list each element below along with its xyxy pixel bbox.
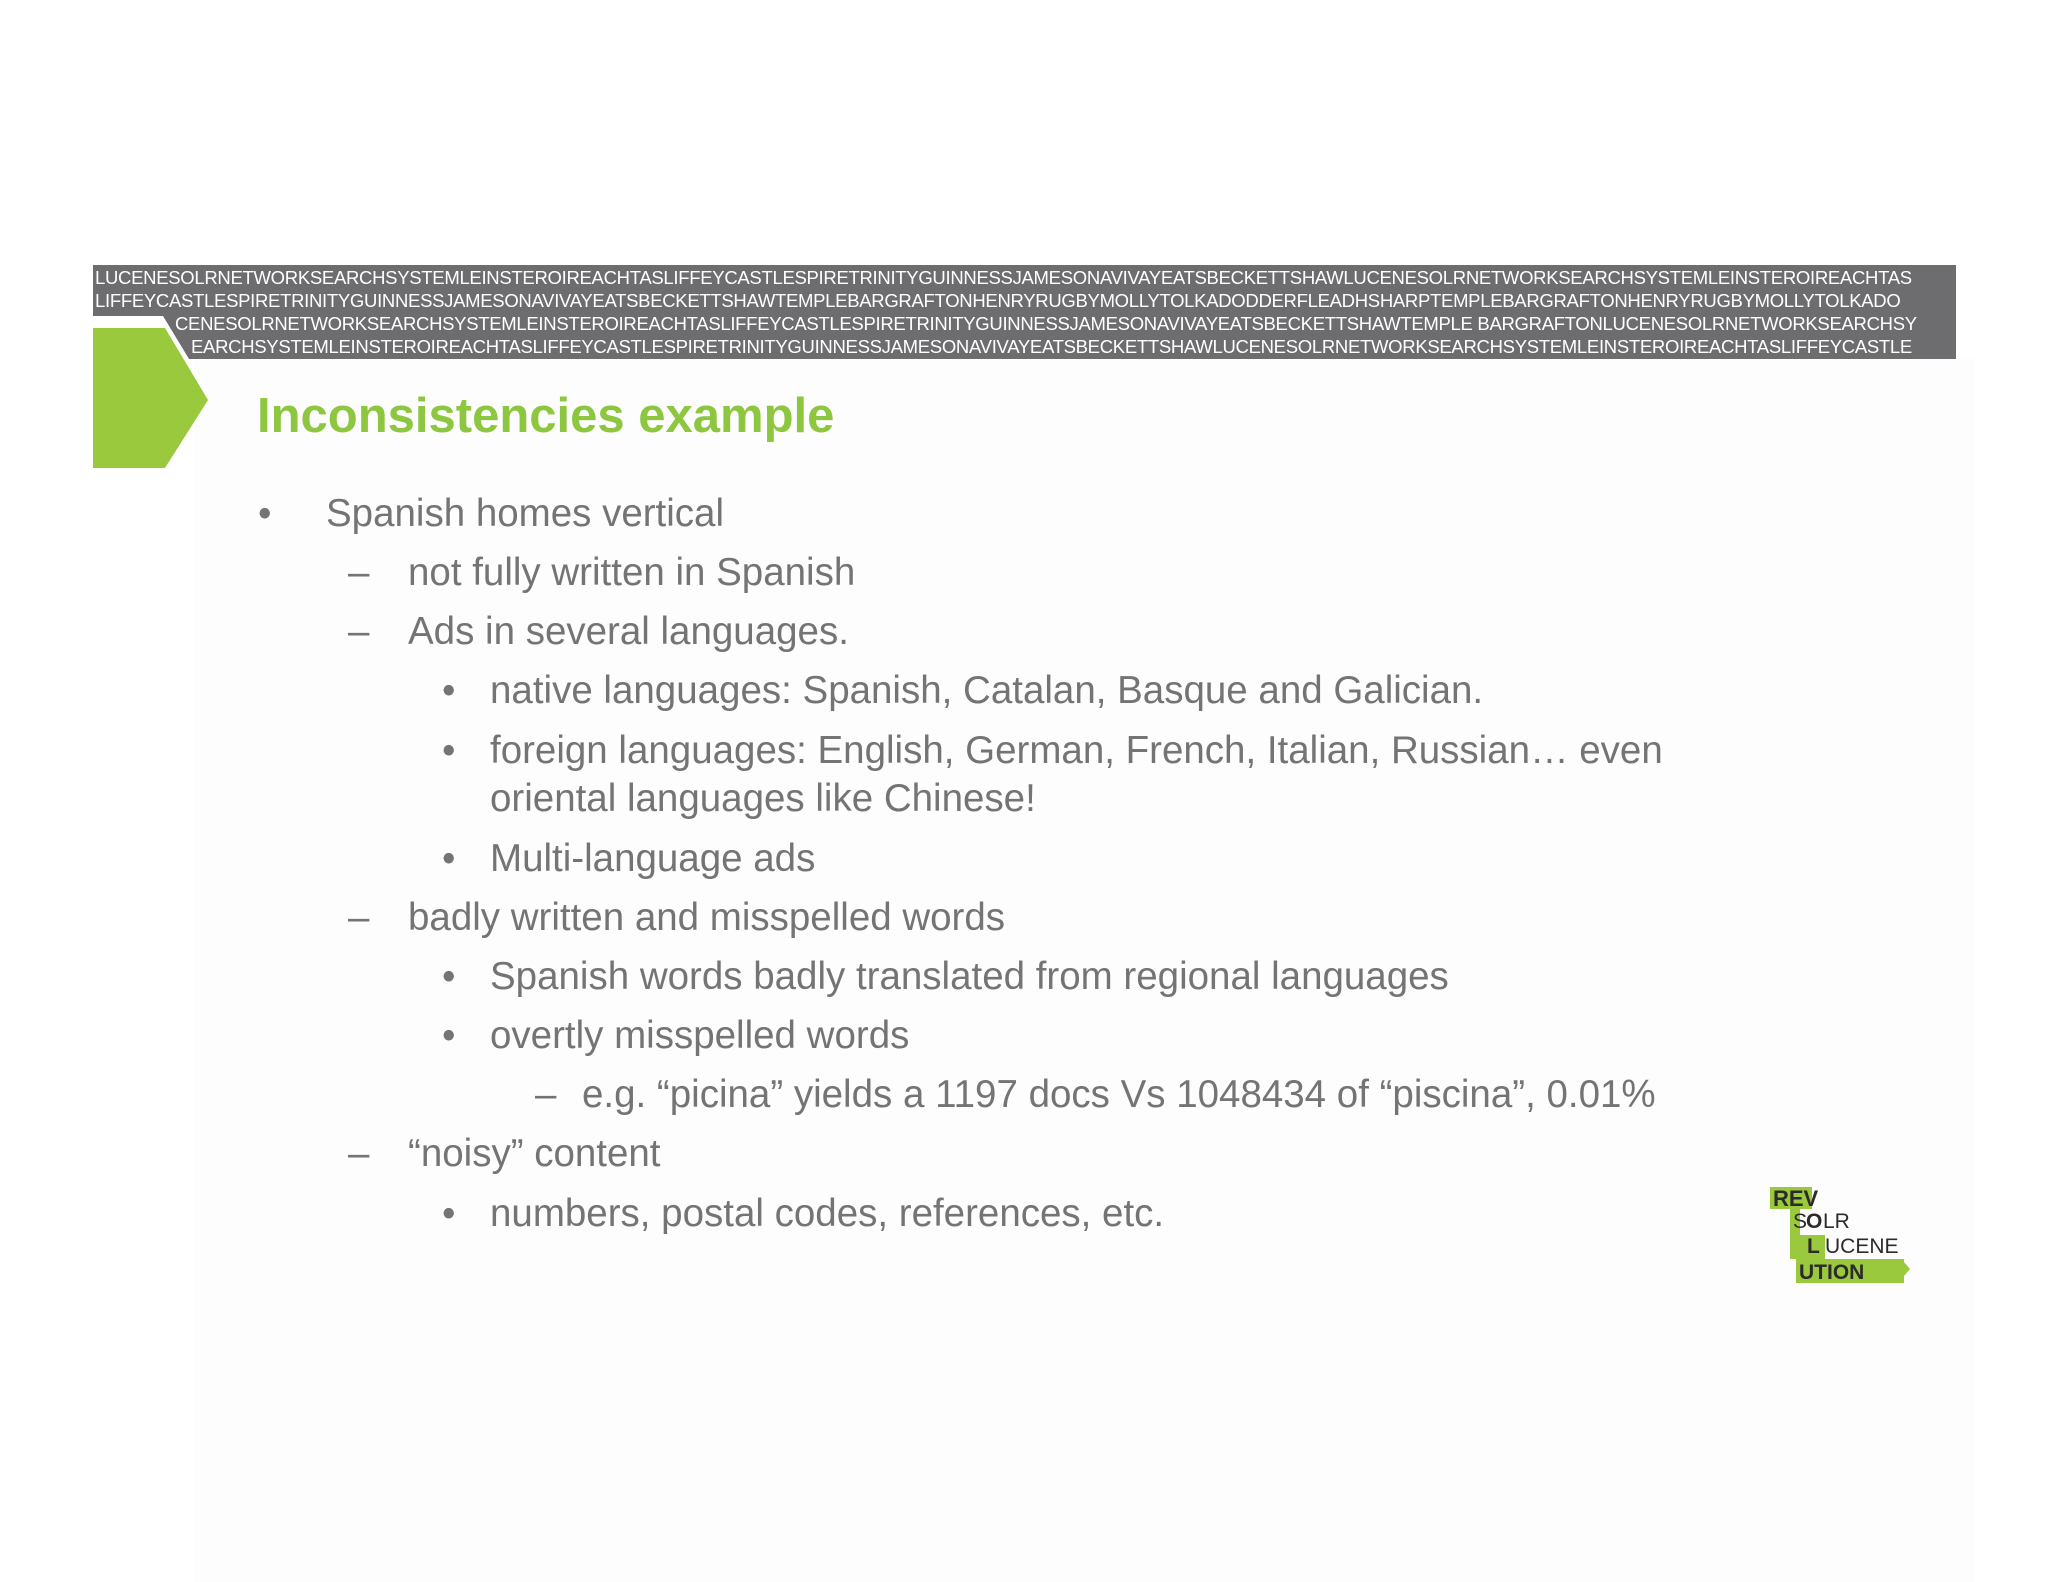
logo-text-rev: REV [1773, 1187, 1819, 1211]
logo-text-s: S [1793, 1210, 1808, 1233]
list-item: native languages: Spanish, Catalan, Basque and Galician. [490, 669, 1484, 712]
dash-marker: – [535, 1073, 557, 1116]
dash-marker: – [348, 1132, 370, 1175]
logo-text-l: L [1807, 1235, 1820, 1258]
logo-text-o: O [1806, 1210, 1823, 1233]
logo-text-ucene: UCENE [1825, 1235, 1899, 1258]
banner-text-line: CENESOLRNETWORKSEARCHSYSTEMLEINSTEROIREACHTASLIFFEYCASTLESPIRETRINITYGUINNESSJAMESONAVIVAYEATSBECKETTSHAWTEMPLE BARGRAFTONLUCENESOLRNETWORKSEARCHSY [175, 313, 1917, 334]
bullet-marker: • [442, 837, 456, 880]
chevron-arrow-shape [93, 316, 211, 468]
list-item: Spanish homes vertical [326, 492, 725, 535]
bullet-marker: • [258, 492, 272, 535]
bullet-marker: • [442, 1192, 456, 1235]
list-item: not fully written in Spanish [408, 551, 856, 594]
list-item: overtly misspelled words [490, 1014, 910, 1057]
header-banner [93, 265, 1956, 359]
bullet-marker: • [442, 1014, 456, 1057]
list-item: badly written and misspelled words [408, 896, 1006, 939]
revsolution-logo [1770, 1187, 1920, 1283]
banner-text-line: LIFFEYCASTLESPIRETRINITYGUINNESSJAMESONAVIVAYEATSBECKETTSHAWTEMPLEBARGRAFTONHENRYRUGBYMOLLYTOLKADODDERFLEADHSHARPTEMPLEBARGRAFTONHENRYRUGBYMOLLYTOLKADO [95, 290, 1901, 311]
list-item: e.g. “picina” yields a 1197 docs Vs 1048434 of “piscina”, 0.01% [582, 1073, 1656, 1116]
logo-text-lr: LR [1823, 1210, 1850, 1233]
bullet-marker: • [442, 669, 456, 712]
bullet-marker: • [442, 955, 456, 998]
dash-marker: – [348, 610, 370, 653]
list-item: foreign languages: English, German, French, Italian, Russian… even [490, 729, 1663, 772]
logo-text-ution: UTION [1799, 1261, 1865, 1283]
slide-title: Inconsistencies example [257, 389, 835, 443]
list-item: Multi-language ads [490, 837, 816, 880]
bullet-marker: • [442, 729, 456, 772]
list-item: numbers, postal codes, references, etc. [490, 1192, 1165, 1235]
banner-text-line: LUCENESOLRNETWORKSEARCHSYSTEMLEINSTEROIREACHTASLIFFEYCASTLESPIRETRINITYGUINNESSJAMESONAVIVAYEATSBECKETTSHAWLUCENESOLRNETWORKSEARCHSYSTEMLEINSTEROIREACHTAS [95, 267, 1912, 288]
list-item: “noisy” content [408, 1132, 661, 1175]
list-item-continuation: oriental languages like Chinese! [490, 777, 1036, 820]
dash-marker: – [348, 551, 370, 594]
banner-text-line: EARCHSYSTEMLEINSTEROIREACHTASLIFFEYCASTLESPIRETRINITYGUINNESSJAMESONAVIVAYEATSBECKETTSHAWLUCENESOLRNETWORKSEARCHSYSTEMLEINSTEROIREACHTASLIFFEYCASTLE [191, 336, 1912, 357]
dash-marker: – [348, 896, 370, 939]
list-item: Spanish words badly translated from regional languages [490, 955, 1449, 998]
list-item: Ads in several languages. [408, 610, 849, 653]
